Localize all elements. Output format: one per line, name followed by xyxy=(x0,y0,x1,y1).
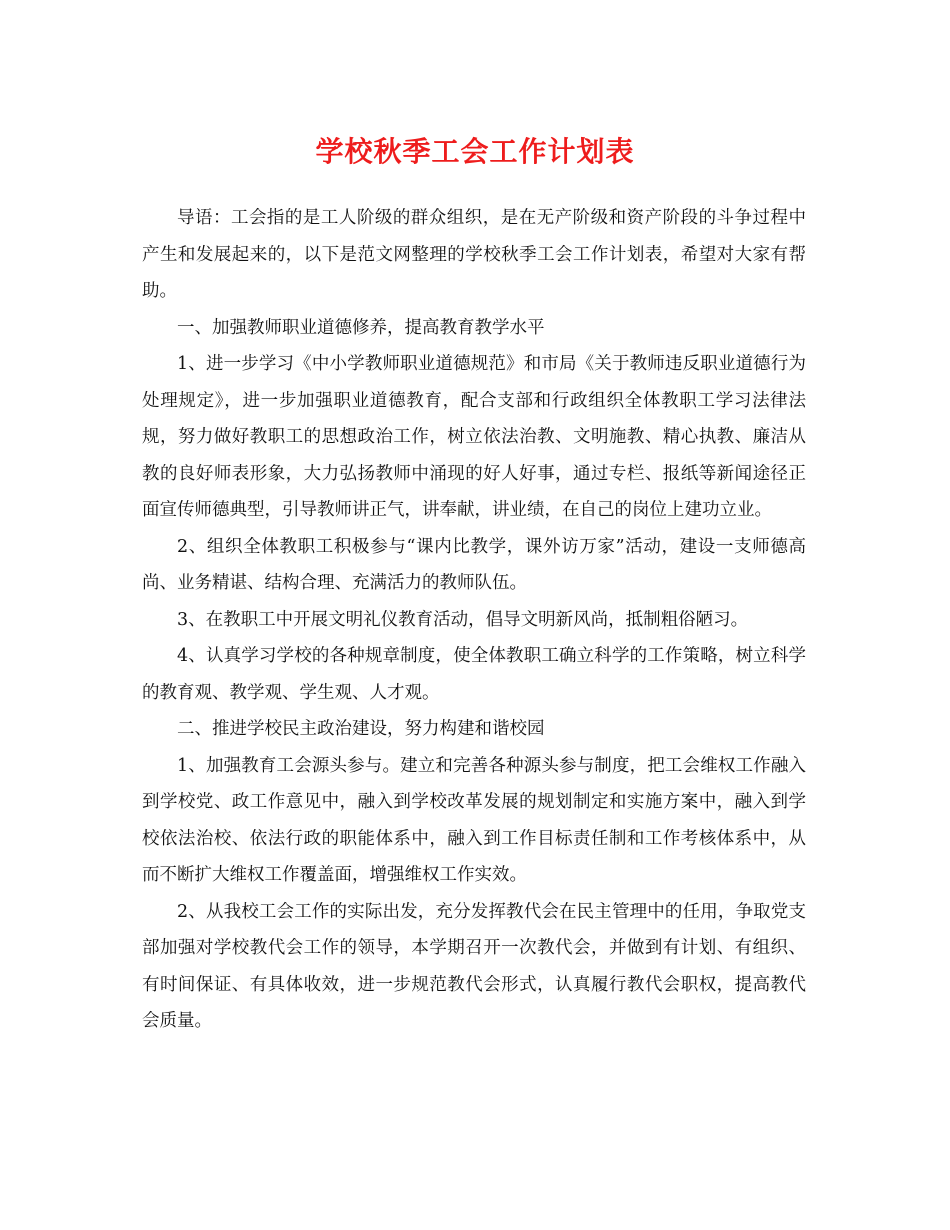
section-heading-2: 二、推进学校民主政治建设，努力构建和谐校园 xyxy=(177,719,545,739)
section-heading-1: 一、加强教师职业道德修养，提高教育教学水平 xyxy=(177,317,545,338)
document-title: 学校秋季工会工作计划表 xyxy=(315,135,635,168)
section-1-item-1: 1、进一步学习《中小学教师职业道德规范》和市局《关于教师违反职业道德行为处理规定》，进一步加强职业道德教育，配合支部和行政组织全体教职工学习法律法规，努力做好教职工的思想政治工作，树立依法治教、文明施教、精心执教、廉洁从教的良好师表形象，大力弘扬教师中涌现的好人好事，通过专栏、报纸等新闻途径正面宣传师德典型，引导教师讲正气，讲奉献，讲业绩，在自己的岗位上建功立业。 xyxy=(142,354,806,520)
section-1-item-4: 4、认真学习学校的各种规章制度，使全体教职工确立科学的工作策略，树立科学的教育观、教学观、学生观、人才观。 xyxy=(142,646,806,703)
section-2-item-2: 2、从我校工会工作的实际出发，充分发挥教代会在民主管理中的任用，争取党支部加强对学校教代会工作的领导，本学期召开一次教代会，并做到有计划、有组织、有时间保证、有具体收效，进一步规范教代会形式，认真履行教代会职权，提高教代会质量。 xyxy=(142,901,806,1031)
intro-paragraph: 导语：工会指的是工人阶级的群众组织，是在无产阶级和资产阶段的斗争过程中产生和发展起来的，以下是范文网整理的学校秋季工会工作计划表，希望对大家有帮助。 xyxy=(142,208,806,301)
section-2-item-1: 1、加强教育工会源头参与。建立和完善各种源头参与制度，把工会维权工作融入到学校党、政工作意见中，融入到学校改革发展的规划制定和实施方案中，融入到学校依法治校、依法行政的职能体系中，融入到工作目标责任制和工作考核体系中，从而不断扩大维权工作覆盖面，增强维权工作实效。 xyxy=(142,755,806,885)
section-1-item-2: 2、组织全体教职工积极参与“课内比教学，课外访万家”活动，建设一支师德高尚、业务精谌、结构合理、充满活力的教师队伍。 xyxy=(142,536,806,593)
section-1-item-3: 3、在教职工中开展文明礼仪教育活动，倡导文明新风尚，抵制粗俗陋习。 xyxy=(177,609,749,630)
document-body xyxy=(142,200,806,1040)
